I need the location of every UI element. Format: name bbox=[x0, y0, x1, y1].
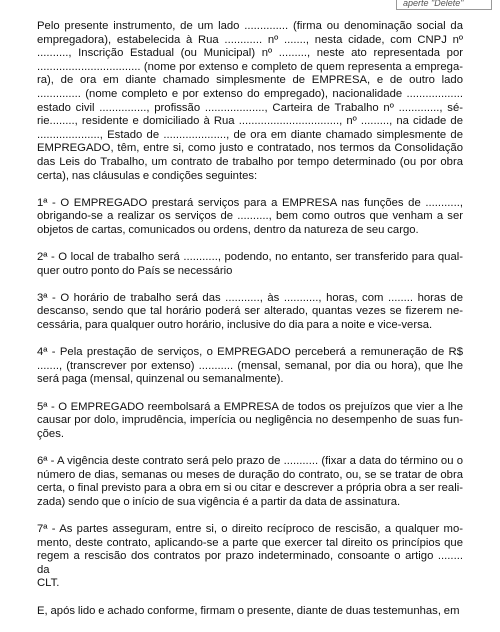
text-line: ................................. (nome por extenso e completo de quem representa a emprega- bbox=[37, 60, 463, 73]
text-line: número de dias, semanas ou meses de duração do contrato, ou, se se tratar de obra bbox=[37, 468, 463, 481]
text-line: ções. bbox=[37, 427, 65, 440]
contract-clause-paragraph bbox=[37, 523, 463, 591]
text-line: ......., (transcrever por extenso) ........... (mensal, semanal, por dia ou hora), que lhe bbox=[37, 359, 463, 372]
text-line: CLT. bbox=[37, 577, 60, 590]
text-line: 6ª - A vigência deste contrato será pelo prazo de ........... (fixar a data do término ou o bbox=[37, 455, 463, 467]
contract-clause-paragraph bbox=[37, 455, 463, 509]
text-line: empregadora), estabelecida à Rua ............ nº ......., nesta cidade, com CNPJ nº bbox=[37, 33, 463, 46]
text-line: regem a rescisão dos contratos por prazo indeterminado, consoante o artigo ........ bbox=[37, 550, 463, 563]
contract-document bbox=[37, 20, 463, 632]
text-line: 5ª - O EMPREGADO reembolsará a EMPRESA de todos os prejuízos que vier a lhe bbox=[37, 400, 463, 413]
text-line: Pelo presente instrumento, de um lado .............. (firma ou denominação social da bbox=[37, 20, 463, 32]
contract-intro-paragraph bbox=[37, 20, 463, 183]
contract-clause-paragraph bbox=[37, 605, 463, 619]
text-line: 3ª - O horário de trabalho será das ..........., às ..........., horas, com ........ horas de bbox=[37, 291, 463, 304]
text-line: da bbox=[37, 563, 50, 576]
text-line: estado civil ..............., profissão ..................., Carteira de Trabalho nº ............., sé- bbox=[37, 101, 463, 114]
text-line: quer outro ponto do País se necessário bbox=[37, 264, 233, 277]
contract-clause-paragraph bbox=[37, 251, 463, 278]
text-line: será paga (mensal, quinzenal ou semanalmente). bbox=[37, 373, 284, 386]
text-line: EMPREGADO, têm, entre si, como justo e contratado, nos termos da Consolidação bbox=[37, 142, 463, 155]
contract-clause-paragraph bbox=[37, 401, 463, 442]
text-line: cessária, para qualquer outro horário, inclusive do dia para a noite e vice-versa. bbox=[37, 319, 433, 332]
contract-clause-paragraph bbox=[37, 197, 463, 238]
text-line: objetos de cartas, comunicados ou ordens, dentro da natureza de seu cargo. bbox=[37, 223, 419, 236]
text-line: certa), nas cláusulas e condições seguintes: bbox=[37, 169, 258, 182]
text-line: ...................., Estado de ...................., de ora em diante chamado simplesmente de bbox=[37, 128, 463, 141]
text-line: rie........, residente e domiciliado à Rua ................................, nº ........., na cidade de bbox=[37, 115, 463, 128]
text-line: 7ª - As partes asseguram, entre si, o direito recíproco de rescisão, a qualquer mo- bbox=[37, 522, 463, 535]
text-line: certa, o final previsto para a obra em si ou citar e descrever a própria obra a ser reali- bbox=[37, 482, 463, 495]
text-line: ra), de ora em diante chamado simplesmente de EMPRESA, e de outro lado bbox=[37, 74, 463, 87]
text-line: obrigando-se a realizar os serviços de .........., bem como outros que venham a ser bbox=[37, 210, 463, 223]
text-line: E, após lido e achado conforme, firmam o presente, diante de duas testemunhas, em bbox=[37, 604, 460, 617]
text-line: causar por dolo, imprudência, imperícia ou negligência no desempenho de suas fun- bbox=[37, 414, 463, 427]
text-line: das Leis do Trabalho, um contrato de trabalho por tempo determinado (ou por obra bbox=[37, 155, 463, 168]
delete-hint-label: aperte "Delete" bbox=[396, 0, 492, 10]
text-line: 1ª - O EMPREGADO prestará serviços para a EMPRESA nas funções de ..........., bbox=[37, 196, 463, 209]
contract-clause-paragraph bbox=[37, 346, 463, 387]
text-line: .............. (nome completo e por extenso do empregado), nacionalidade .................. bbox=[37, 87, 463, 100]
text-line: mento, deste contrato, aplicando-se a parte que exercer tal direito os princípios que bbox=[37, 536, 463, 549]
contract-clause-paragraph bbox=[37, 292, 463, 333]
text-line: descanso, sendo que tal horário poderá ser alterado, quantas vezes se fizerem ne- bbox=[37, 305, 463, 318]
text-line: .........., Inscrição Estadual (ou Municipal) nº ........., neste ato representada por bbox=[37, 47, 463, 60]
text-line: zada) sendo que o início de sua vigência é a partir da data de assinatura. bbox=[37, 495, 401, 508]
text-line: 4ª - Pela prestação de serviços, o EMPREGADO perceberá a remuneração de R$ bbox=[37, 346, 463, 359]
text-line: 2ª - O local de trabalho será ..........., podendo, no entanto, ser transferido para qual- bbox=[37, 251, 463, 264]
